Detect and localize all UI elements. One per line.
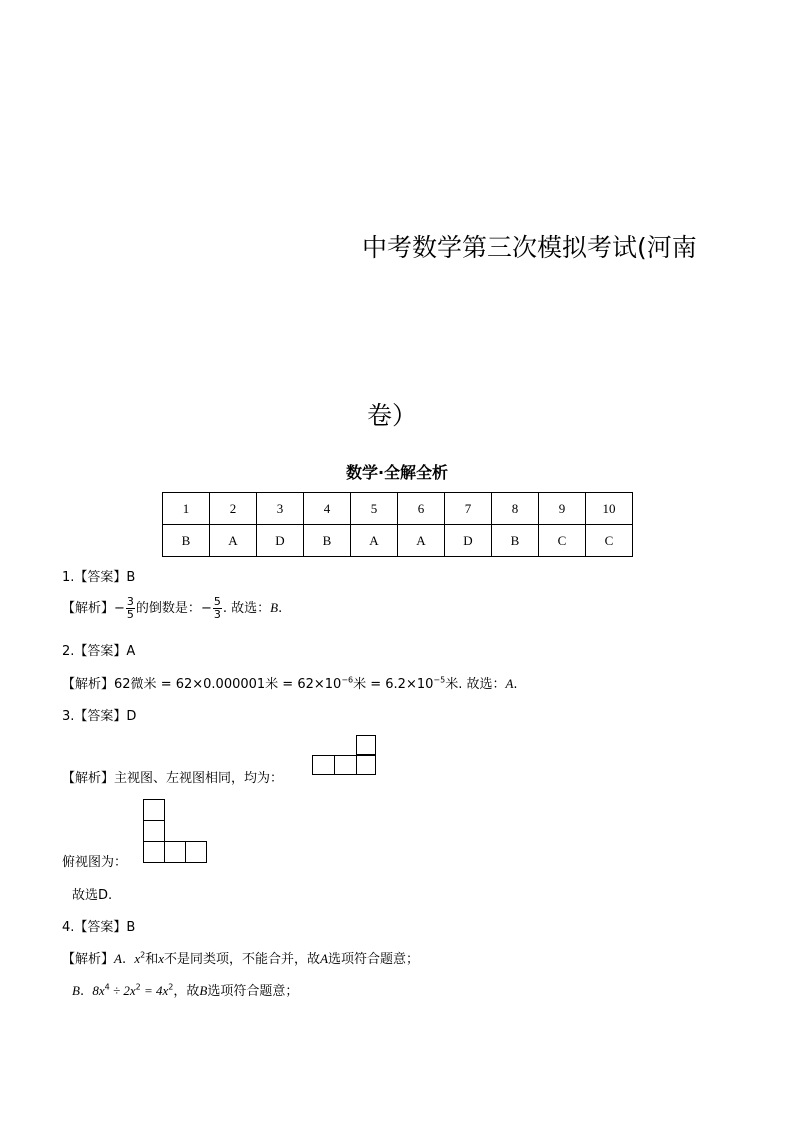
q2-end: .	[513, 677, 518, 692]
answer-cell: C	[539, 525, 586, 557]
q2-part-2: 米 = 6.2×10	[353, 677, 434, 692]
fraction-3-5	[126, 596, 135, 621]
question-number: 1	[163, 493, 210, 525]
q2-part-1: 62微米 = 62×0.000001米 = 62×10	[114, 677, 342, 692]
answer-row	[163, 525, 633, 557]
question-number-row	[163, 493, 633, 525]
q2-choice: A	[505, 676, 514, 691]
option-b-ref: B	[199, 983, 208, 998]
title-line-2: 卷）	[367, 401, 418, 430]
q2-exponent-1: −6	[341, 675, 354, 685]
denominator: 3	[213, 608, 221, 621]
dot: .	[121, 952, 127, 967]
expr: = 4x	[140, 983, 169, 998]
q1-answer: 1.【答案】B	[62, 570, 136, 585]
exponent: 2	[135, 982, 141, 992]
q1-text-1: 的倒数是：	[135, 601, 201, 616]
cube-square	[164, 841, 186, 863]
exponent: 4	[104, 982, 110, 992]
q1-choice: B	[270, 600, 279, 615]
question-number: 8	[492, 493, 539, 525]
question-number: 6	[398, 493, 445, 525]
question-number: 5	[351, 493, 398, 525]
var-x: x	[158, 951, 165, 966]
question-number: 9	[539, 493, 586, 525]
expr: 8x	[92, 983, 105, 998]
dot: .	[79, 984, 85, 999]
answer-cell: D	[445, 525, 492, 557]
q4-analysis-a	[62, 948, 419, 967]
cube-square	[356, 755, 376, 775]
numerator: 5	[213, 595, 221, 608]
q4b-text-2: 选项符合题意；	[207, 984, 299, 999]
q4b-text-1: ，故	[173, 984, 200, 999]
answer-table	[162, 492, 633, 557]
q4a-text-3: 选项符合题意；	[328, 952, 420, 967]
question-number: 4	[304, 493, 351, 525]
cube-square	[185, 841, 207, 863]
denominator: 5	[126, 608, 134, 621]
q1-end: .	[278, 601, 283, 616]
analysis-label: 【解析】	[62, 601, 115, 616]
minus-sign: −	[200, 601, 212, 616]
fraction-5-3	[213, 596, 222, 621]
q4a-text-1: 和	[145, 952, 159, 967]
cube-square	[143, 799, 165, 821]
cube-square	[312, 755, 335, 775]
answer-cell: D	[257, 525, 304, 557]
q1-text-2: . 故选：	[222, 601, 271, 616]
question-number: 3	[257, 493, 304, 525]
q4a-text-2: 不是同类项，不能合并，故	[164, 952, 321, 967]
option-a-ref: A	[320, 951, 329, 966]
cube-square	[356, 735, 376, 755]
q1-analysis	[62, 596, 282, 621]
analysis-label: 【解析】	[62, 677, 115, 692]
answer-cell: B	[304, 525, 351, 557]
question-number: 10	[586, 493, 633, 525]
q3-top-view-label: 俯视图为：	[62, 855, 128, 870]
exponent: 2	[140, 950, 146, 960]
minus-sign: −	[114, 601, 125, 616]
q2-answer: 2.【答案】A	[62, 644, 136, 659]
q3-analysis: 【解析】主视图、左视图相同，均为：	[62, 771, 284, 786]
cube-square	[143, 820, 165, 842]
q3-conclusion: 故选D.	[72, 888, 113, 903]
answer-cell: C	[586, 525, 633, 557]
q3-answer: 3.【答案】D	[62, 709, 137, 724]
var-x: x	[134, 951, 141, 966]
expr: ÷ 2x	[109, 983, 136, 998]
answer-cell: A	[398, 525, 445, 557]
answer-cell: B	[163, 525, 210, 557]
q2-part-3: 米. 故选：	[445, 677, 506, 692]
exponent: 2	[168, 982, 174, 992]
numerator: 3	[126, 595, 134, 608]
option-a: A	[114, 951, 122, 966]
q2-analysis	[62, 673, 518, 692]
subtitle: 数学·全解全析	[345, 463, 449, 482]
answer-cell: A	[210, 525, 257, 557]
answer-cell: A	[351, 525, 398, 557]
cube-square	[143, 841, 165, 863]
question-number: 2	[210, 493, 257, 525]
option-b: B	[72, 983, 80, 998]
cube-square	[334, 755, 357, 775]
title-line-1: 中考数学第三次模拟考试(河南	[362, 233, 697, 262]
question-number: 7	[445, 493, 492, 525]
q2-exponent-2: −5	[433, 675, 446, 685]
answer-cell: B	[492, 525, 539, 557]
analysis-label: 【解析】	[62, 952, 115, 967]
q4-answer: 4.【答案】B	[62, 920, 136, 935]
q4-analysis-b	[72, 980, 298, 999]
